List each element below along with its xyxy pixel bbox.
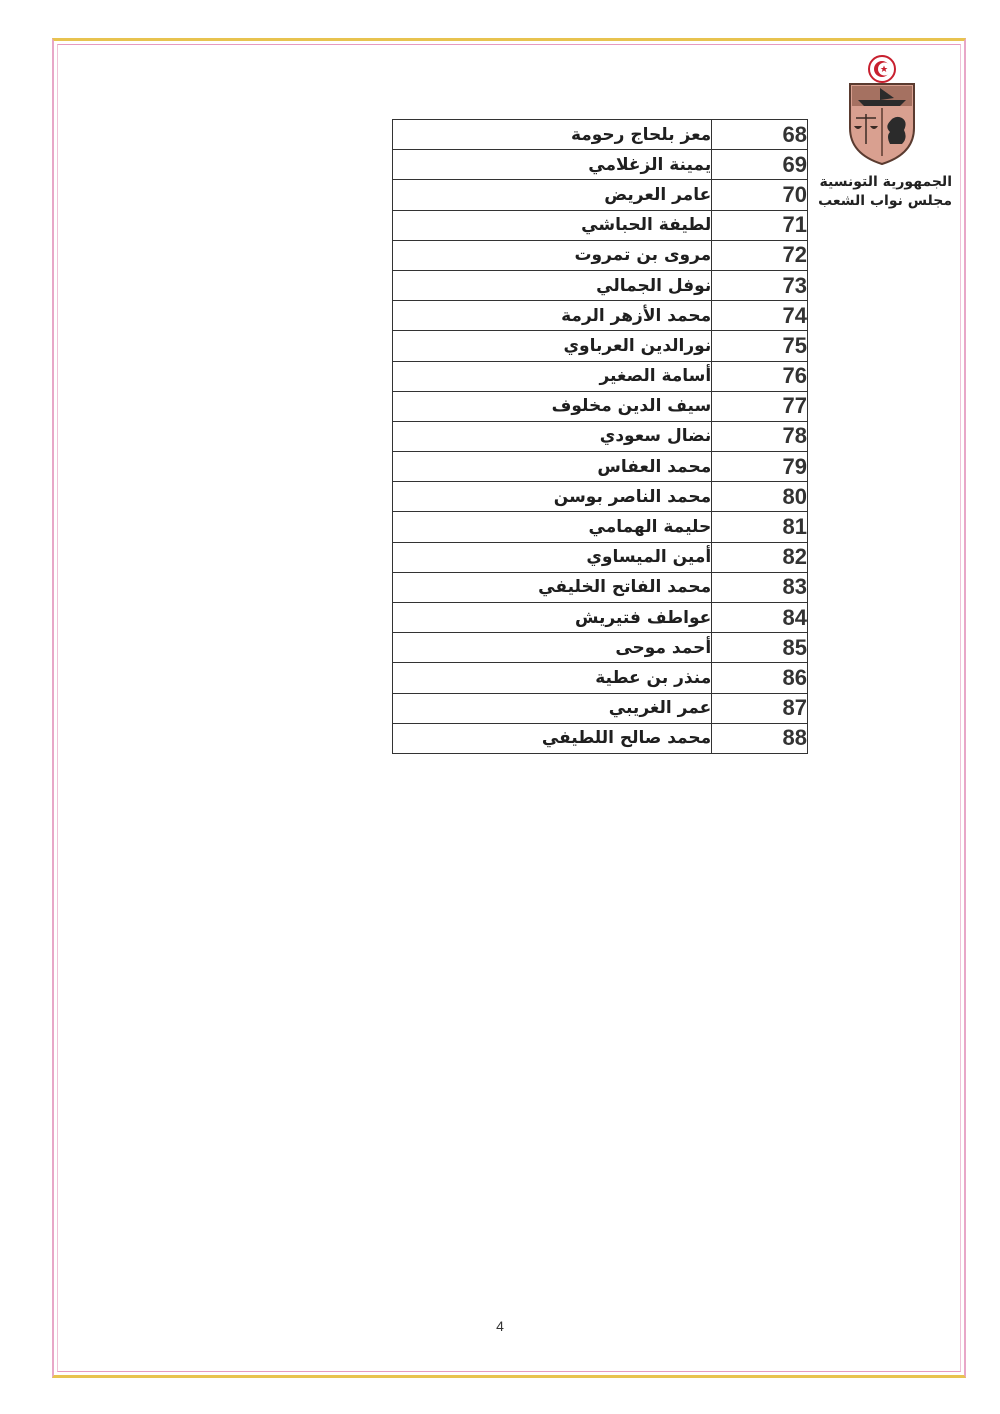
member-number: 87 [712, 693, 808, 723]
member-number: 82 [712, 542, 808, 572]
member-name: مروى بن تمروت [393, 240, 712, 270]
member-name: لطيفة الحباشي [393, 210, 712, 240]
table-row [393, 210, 808, 240]
header-republic: الجمهورية التونسية [819, 174, 952, 190]
member-number: 78 [712, 421, 808, 451]
member-name: أحمد موحى [393, 633, 712, 663]
member-name: محمد الفاتح الخليفي [393, 572, 712, 602]
member-number: 83 [712, 572, 808, 602]
member-number: 77 [712, 391, 808, 421]
member-number: 74 [712, 301, 808, 331]
member-name: معز بلحاج رحومة [393, 120, 712, 150]
member-number: 86 [712, 663, 808, 693]
member-name: نضال سعودي [393, 421, 712, 451]
table-row [393, 542, 808, 572]
member-name: منذر بن عطية [393, 663, 712, 693]
member-number: 68 [712, 120, 808, 150]
member-name: عامر العريض [393, 180, 712, 210]
member-name: سيف الدين مخلوف [393, 391, 712, 421]
table-row [393, 482, 808, 512]
table-row [393, 180, 808, 210]
coat-of-arms-emblem [842, 52, 922, 170]
table-row [393, 391, 808, 421]
member-number: 70 [712, 180, 808, 210]
header-parliament: مجلس نواب الشعب [818, 193, 952, 209]
table-row [393, 361, 808, 391]
table-row [393, 633, 808, 663]
member-name: حليمة الهمامي [393, 512, 712, 542]
table-row [393, 693, 808, 723]
table-row [393, 421, 808, 451]
member-name: أسامة الصغير [393, 361, 712, 391]
table-row [393, 240, 808, 270]
members-table [392, 119, 808, 754]
member-number: 84 [712, 603, 808, 633]
member-number: 88 [712, 723, 808, 753]
table-row [393, 270, 808, 300]
table-row [393, 512, 808, 542]
table-row [393, 331, 808, 361]
member-number: 72 [712, 240, 808, 270]
member-name: يمينة الزغلامي [393, 150, 712, 180]
member-number: 75 [712, 331, 808, 361]
member-name: أمين الميساوي [393, 542, 712, 572]
member-number: 80 [712, 482, 808, 512]
member-name: محمد العفاس [393, 452, 712, 482]
table-row [393, 663, 808, 693]
table-row [393, 120, 808, 150]
member-number: 81 [712, 512, 808, 542]
table-row [393, 603, 808, 633]
member-number: 79 [712, 452, 808, 482]
member-number: 69 [712, 150, 808, 180]
member-name: نورالدين العرباوي [393, 331, 712, 361]
member-name: نوفل الجمالي [393, 270, 712, 300]
table-row [393, 723, 808, 753]
member-name: عواطف فتيريش [393, 603, 712, 633]
page-number: 4 [496, 1318, 504, 1334]
member-name: محمد صالح اللطيفي [393, 723, 712, 753]
table-row [393, 301, 808, 331]
member-name: محمد الناصر بوسن [393, 482, 712, 512]
table-row [393, 452, 808, 482]
member-number: 76 [712, 361, 808, 391]
member-number: 85 [712, 633, 808, 663]
members-table-body [393, 120, 808, 754]
table-row [393, 572, 808, 602]
member-number: 71 [712, 210, 808, 240]
member-name: عمر الغريبي [393, 693, 712, 723]
member-name: محمد الأزهر الرمة [393, 301, 712, 331]
table-row [393, 150, 808, 180]
member-number: 73 [712, 270, 808, 300]
